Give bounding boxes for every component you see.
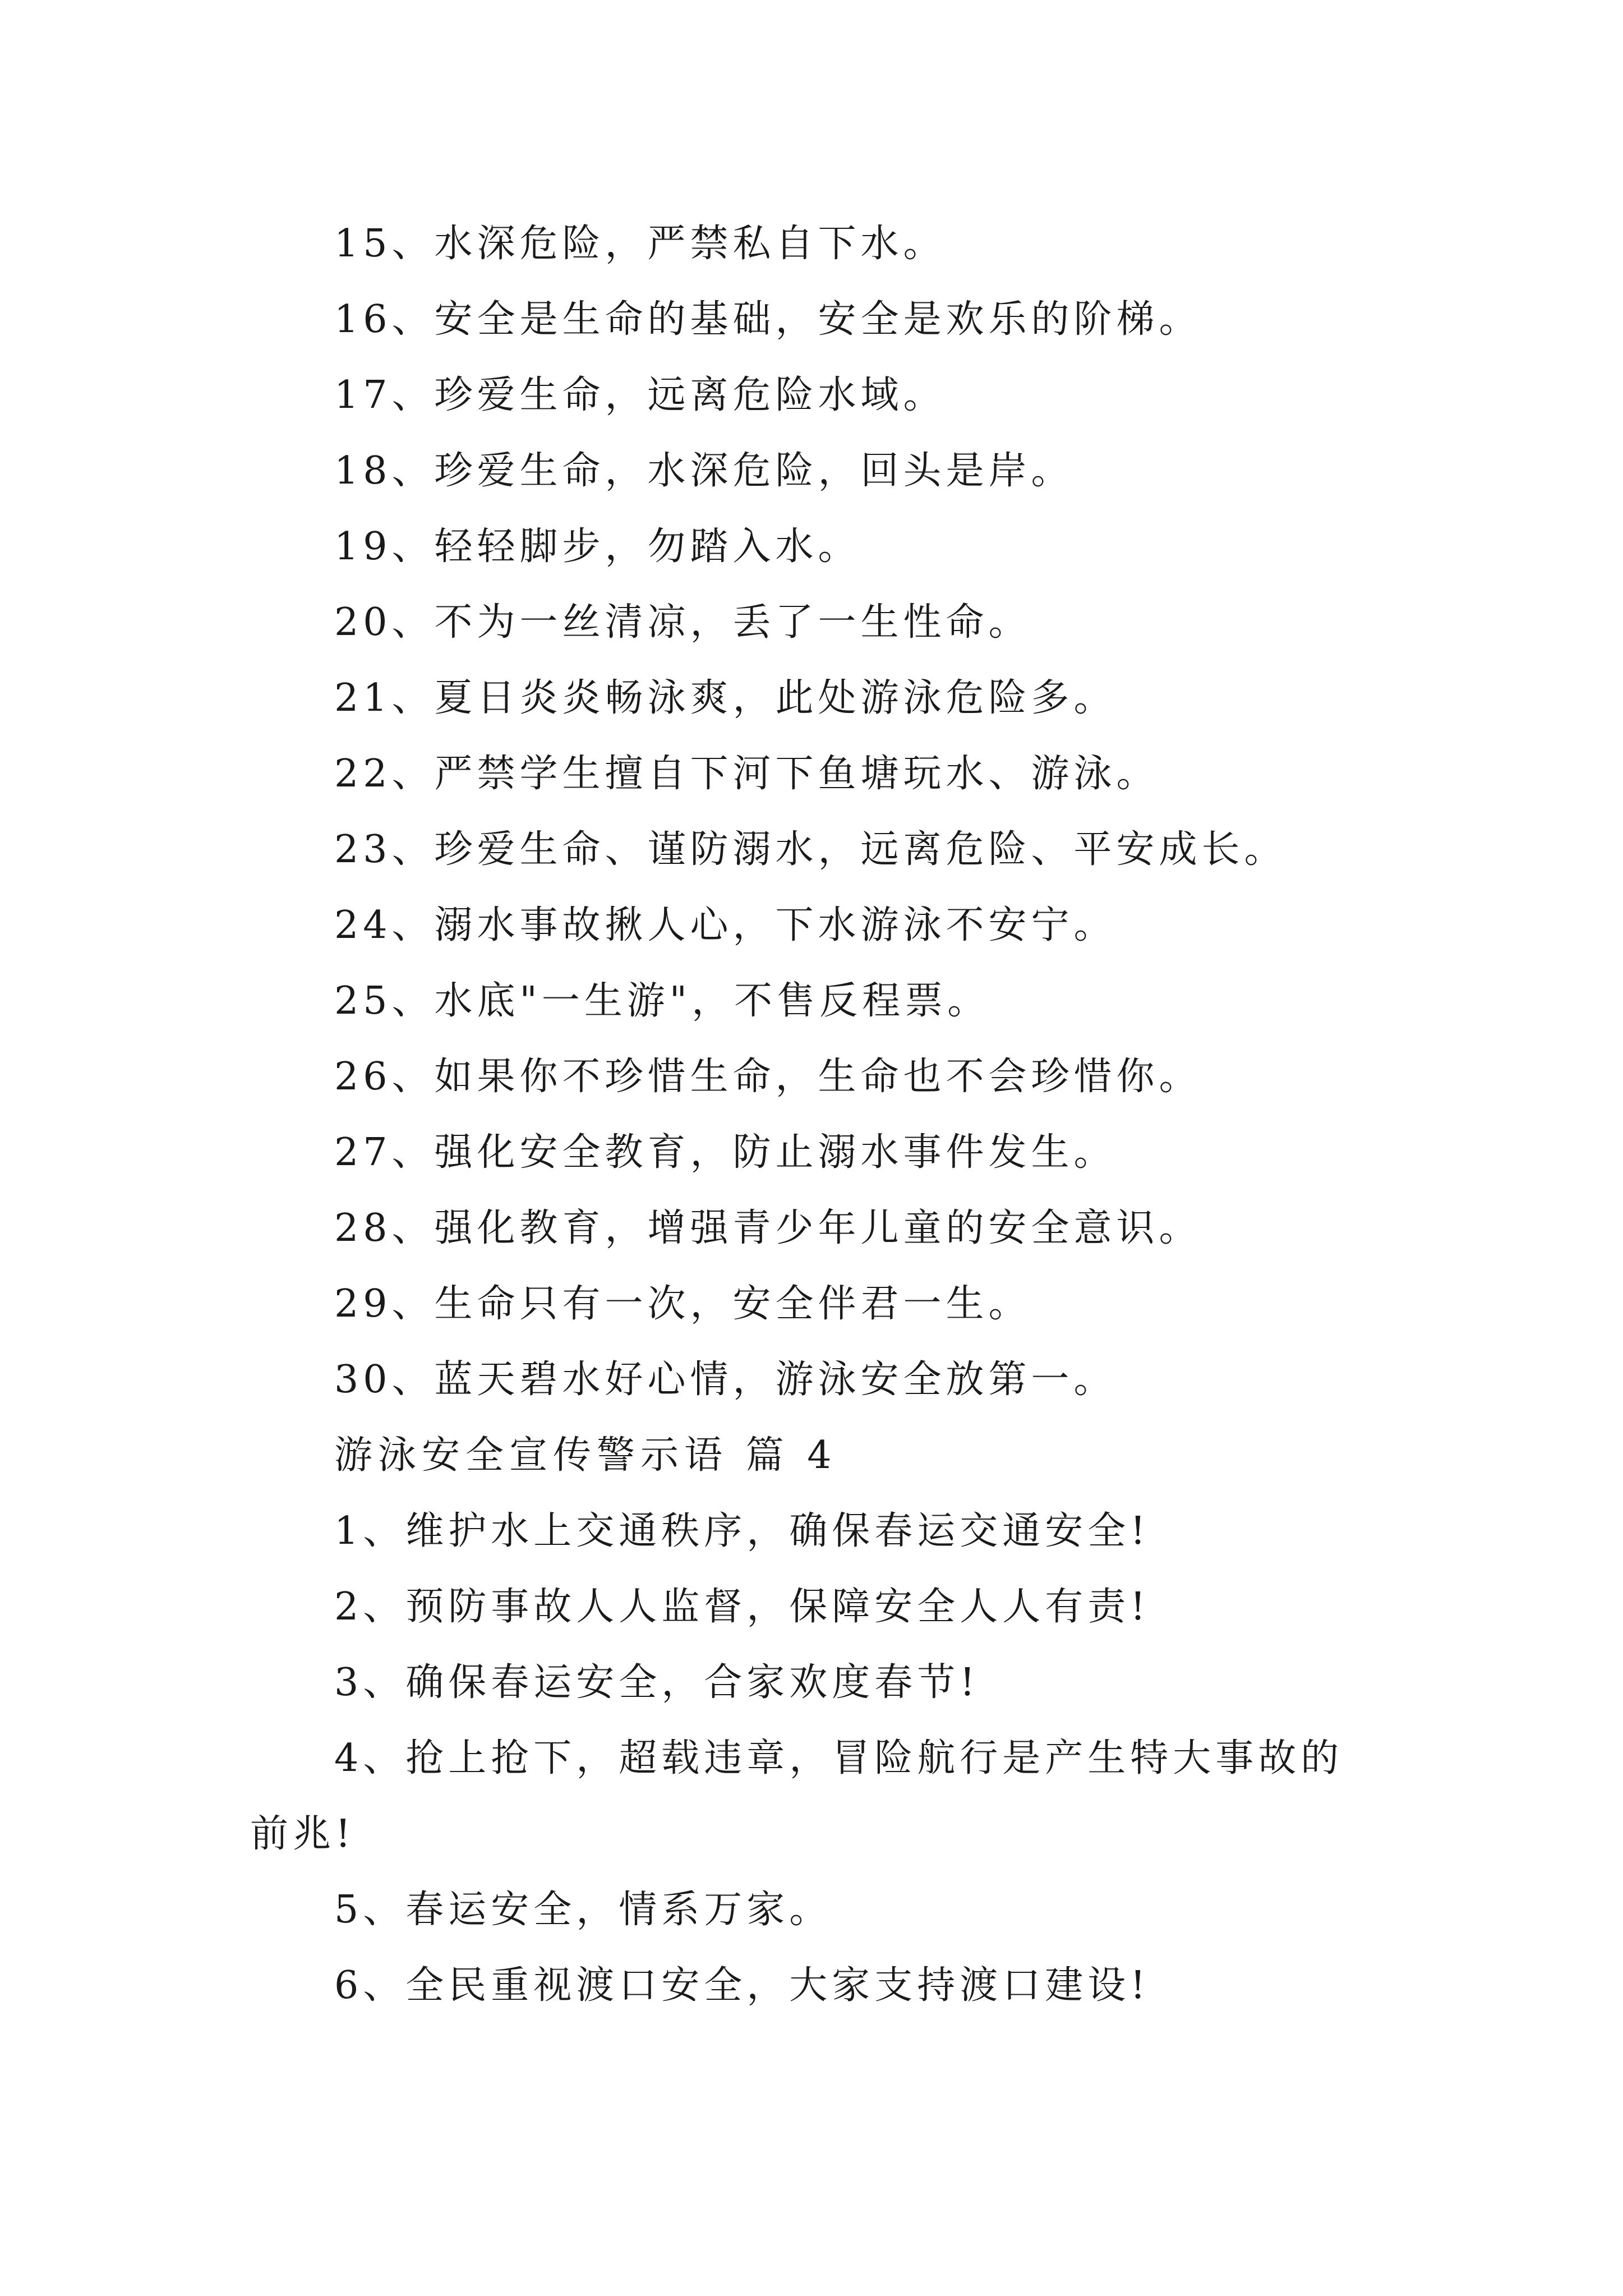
- section-list-item-5: 5、春运安全，情系万家。: [334, 1888, 832, 1932]
- list-item-29: 29、生命只有一次，安全伴君一生。: [334, 1282, 1031, 1326]
- section-heading: 游泳安全宣传警示语 篇 4: [334, 1433, 837, 1478]
- list-item-27: 27、强化安全教育，防止溺水事件发生。: [334, 1130, 1117, 1175]
- list-item-25: 25、水底"一生游"，不售反程票。: [334, 979, 990, 1023]
- list-item-28: 28、强化教育，增强青少年儿童的安全意识。: [334, 1206, 1202, 1250]
- list-item-19: 19、轻轻脚步，勿踏入水。: [334, 524, 861, 569]
- section-list-item-2: 2、预防事故人人监督，保障安全人人有责!: [334, 1585, 1150, 1629]
- list-item-30: 30、蓝天碧水好心情，游泳安全放第一。: [334, 1358, 1117, 1402]
- section-list-item-1: 1、维护水上交通秩序，确保春运交通安全!: [334, 1509, 1150, 1553]
- list-item-16: 16、安全是生命的基础，安全是欢乐的阶梯。: [334, 297, 1202, 342]
- list-item-18: 18、珍爱生命，水深危险，回头是岸。: [334, 449, 1074, 493]
- list-item-26: 26、如果你不珍惜生命，生命也不会珍惜你。: [334, 1055, 1202, 1099]
- list-item-24: 24、溺水事故揪人心，下水游泳不安宁。: [334, 903, 1117, 947]
- list-item-20: 20、不为一丝清凉，丢了一生性命。: [334, 600, 1031, 645]
- section-list-item-4-continued: 前兆!: [250, 1812, 356, 1856]
- section-list-item-4: 4、抢上抢下，超载违章，冒险航行是产生特大事故的: [334, 1736, 1344, 1780]
- list-item-23: 23、珍爱生命、谨防溺水，远离危险、平安成长。: [334, 827, 1287, 872]
- list-item-15: 15、水深危险，严禁私自下水。: [334, 222, 946, 266]
- list-item-17: 17、珍爱生命，远离危险水域。: [334, 373, 946, 417]
- list-item-21: 21、夏日炎炎畅泳爽，此处游泳危险多。: [334, 676, 1117, 720]
- list-item-22: 22、严禁学生擅自下河下鱼塘玩水、游泳。: [334, 752, 1159, 796]
- section-list-item-3: 3、确保春运安全，合家欢度春节!: [334, 1660, 980, 1705]
- section-list-item-6: 6、全民重视渡口安全，大家支持渡口建设!: [334, 1963, 1150, 2008]
